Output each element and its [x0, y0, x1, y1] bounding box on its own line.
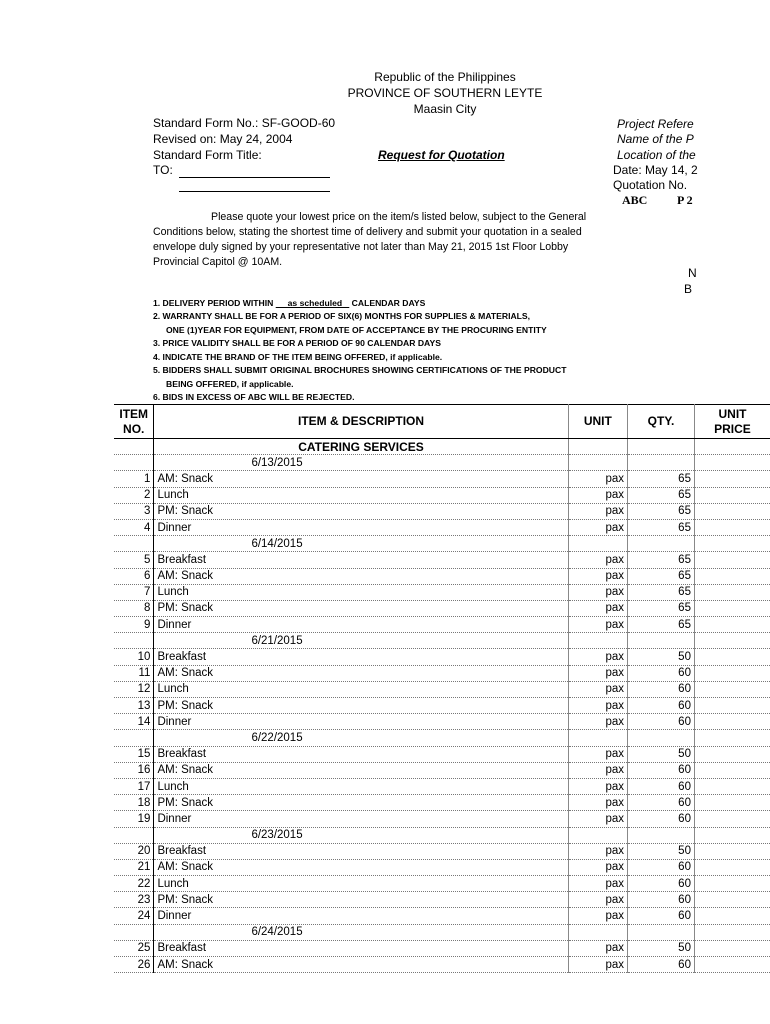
table-header-row: [114, 405, 770, 439]
unit-price-cell: [694, 730, 770, 746]
table-row: [114, 698, 770, 714]
item-no-cell: 12: [114, 681, 154, 697]
qty-cell: 60: [628, 811, 695, 827]
item-no-cell: 22: [114, 876, 154, 892]
item-no-cell: 18: [114, 795, 154, 811]
qty-cell: 65: [628, 471, 695, 487]
item-no-cell: [114, 455, 154, 471]
table-row: [114, 649, 770, 665]
unit-price-cell: [694, 600, 770, 616]
items-table: [114, 404, 770, 973]
condition-5-cont: BEING OFFERED, if applicable.: [166, 379, 294, 389]
table-row: [114, 859, 770, 875]
form-title-label: Standard Form Title:: [153, 148, 262, 162]
table-row: [114, 892, 770, 908]
instructions-paragraph: [153, 210, 598, 270]
unit-cell: pax: [568, 568, 627, 584]
header-republic: Republic of the Philippines: [374, 70, 516, 84]
qty-cell: 50: [628, 940, 695, 956]
qty-cell: 60: [628, 714, 695, 730]
unit-cell: pax: [568, 940, 627, 956]
description-cell: PM: Snack: [154, 795, 568, 811]
description-cell: PM: Snack: [154, 600, 568, 616]
description-cell: 6/22/2015: [154, 730, 568, 746]
unit-price-cell: [694, 940, 770, 956]
condition-6: 6. BIDS IN EXCESS OF ABC WILL BE REJECTED.: [153, 392, 355, 402]
item-no-cell: 17: [114, 778, 154, 794]
table-row: [114, 519, 770, 535]
unit-price-cell: [694, 892, 770, 908]
item-no-cell: 10: [114, 649, 154, 665]
description-cell: Lunch: [154, 681, 568, 697]
unit-cell: pax: [568, 795, 627, 811]
description-cell: 6/14/2015: [154, 536, 568, 552]
item-no-cell: [114, 633, 154, 649]
description-cell: 6/24/2015: [154, 924, 568, 940]
description-cell: Breakfast: [154, 552, 568, 568]
description-cell: CATERING SERVICES: [154, 439, 568, 455]
unit-price-cell: [694, 471, 770, 487]
qty-cell: 60: [628, 908, 695, 924]
description-cell: 6/21/2015: [154, 633, 568, 649]
unit-cell: [568, 536, 627, 552]
item-no-cell: 19: [114, 811, 154, 827]
qty-cell: 60: [628, 762, 695, 778]
item-no-cell: 2: [114, 487, 154, 503]
header-item-no: ITEM NO.: [114, 405, 154, 439]
item-no-cell: 9: [114, 617, 154, 633]
unit-cell: pax: [568, 519, 627, 535]
table-row: [114, 503, 770, 519]
unit-price-cell: [694, 924, 770, 940]
unit-cell: pax: [568, 811, 627, 827]
description-cell: Lunch: [154, 584, 568, 600]
qty-cell: 65: [628, 552, 695, 568]
description-cell: AM: Snack: [154, 471, 568, 487]
unit-cell: pax: [568, 714, 627, 730]
unit-cell: pax: [568, 617, 627, 633]
qty-cell: 65: [628, 519, 695, 535]
description-cell: 6/23/2015: [154, 827, 568, 843]
qty-cell: 60: [628, 795, 695, 811]
table-row: [114, 681, 770, 697]
condition-5: 5. BIDDERS SHALL SUBMIT ORIGINAL BROCHURES SHOWING CERTIFICATIONS OF THE PRODUCT: [153, 365, 567, 375]
description-cell: Dinner: [154, 714, 568, 730]
instructions-first-line: Please quote your lowest price on the item/s listed below, subject to the General: [211, 211, 587, 223]
description-cell: Breakfast: [154, 649, 568, 665]
unit-price-cell: [694, 698, 770, 714]
item-no-cell: 20: [114, 843, 154, 859]
item-no-cell: 16: [114, 762, 154, 778]
qty-cell: 65: [628, 600, 695, 616]
table-row: [114, 957, 770, 973]
table-row: [114, 487, 770, 503]
item-no-cell: [114, 827, 154, 843]
unit-price-cell: [694, 827, 770, 843]
unit-cell: pax: [568, 859, 627, 875]
unit-price-cell: [694, 859, 770, 875]
qty-cell: [628, 633, 695, 649]
description-cell: PM: Snack: [154, 698, 568, 714]
to-line-2: [179, 191, 330, 192]
qty-cell: 60: [628, 859, 695, 875]
section-row: [114, 439, 770, 455]
to-line-1: [179, 177, 330, 178]
unit-cell: pax: [568, 908, 627, 924]
unit-price-cell: [694, 649, 770, 665]
item-no-cell: 15: [114, 746, 154, 762]
item-no-cell: 5: [114, 552, 154, 568]
item-no-cell: 7: [114, 584, 154, 600]
item-no-cell: 4: [114, 519, 154, 535]
unit-cell: pax: [568, 892, 627, 908]
item-no-cell: 1: [114, 471, 154, 487]
condition-1-value: as scheduled: [275, 298, 350, 308]
quotation-number: Quotation No.: [613, 178, 688, 192]
unit-cell: pax: [568, 471, 627, 487]
abc-label: ABC: [622, 193, 648, 207]
table-row: [114, 843, 770, 859]
description-cell: Dinner: [154, 519, 568, 535]
condition-3: 3. PRICE VALIDITY SHALL BE FOR A PERIOD OF 90 CALENDAR DAYS: [153, 338, 441, 348]
unit-price-cell: [694, 568, 770, 584]
description-cell: AM: Snack: [154, 762, 568, 778]
table-row: [114, 617, 770, 633]
header-description: ITEM & DESCRIPTION: [154, 405, 568, 439]
date-row: [114, 633, 770, 649]
qty-cell: [628, 536, 695, 552]
to-label: TO:: [153, 163, 173, 177]
description-cell: AM: Snack: [154, 568, 568, 584]
description-cell: Breakfast: [154, 746, 568, 762]
qty-cell: 60: [628, 876, 695, 892]
unit-cell: pax: [568, 665, 627, 681]
condition-1: [153, 297, 425, 309]
table-row: [114, 778, 770, 794]
description-cell: Lunch: [154, 487, 568, 503]
unit-price-cell: [694, 665, 770, 681]
side-letter-n: N: [688, 266, 697, 280]
condition-1-suffix: CALENDAR DAYS: [349, 298, 426, 308]
qty-cell: [628, 924, 695, 940]
header-unit: UNIT: [568, 405, 627, 439]
description-cell: Dinner: [154, 908, 568, 924]
form-title-value: Request for Quotation: [378, 148, 505, 162]
qty-cell: 50: [628, 843, 695, 859]
qty-cell: 65: [628, 487, 695, 503]
table-row: [114, 762, 770, 778]
unit-price-cell: [694, 762, 770, 778]
condition-2-cont: ONE (1)YEAR FOR EQUIPMENT, FROM DATE OF ACCEPTANCE BY THE PROCURING ENTITY: [166, 325, 547, 335]
unit-cell: pax: [568, 584, 627, 600]
unit-cell: pax: [568, 843, 627, 859]
description-cell: 6/13/2015: [154, 455, 568, 471]
header-unit-price: UNIT PRICE: [694, 405, 770, 439]
quotation-date: Date: May 14, 2: [613, 163, 698, 177]
unit-price-cell: [694, 455, 770, 471]
description-cell: PM: Snack: [154, 892, 568, 908]
item-no-cell: 8: [114, 600, 154, 616]
header-qty: QTY.: [628, 405, 695, 439]
qty-cell: [628, 827, 695, 843]
unit-cell: pax: [568, 600, 627, 616]
unit-cell: [568, 633, 627, 649]
unit-cell: [568, 730, 627, 746]
qty-cell: 60: [628, 957, 695, 973]
date-row: [114, 827, 770, 843]
description-cell: Lunch: [154, 778, 568, 794]
item-no-cell: [114, 924, 154, 940]
instructions-rest: Conditions below, stating the shortest time of delivery and submit your quotation in a sealed envelope duly signed by your representative not later than May 21, 2015 1st Floor Lobby Provincial Capitol @ 10AM.: [153, 226, 582, 268]
item-no-cell: 3: [114, 503, 154, 519]
table-row: [114, 665, 770, 681]
item-no-cell: 26: [114, 957, 154, 973]
unit-price-cell: [694, 552, 770, 568]
unit-cell: pax: [568, 778, 627, 794]
qty-cell: 65: [628, 503, 695, 519]
unit-cell: pax: [568, 681, 627, 697]
description-cell: Dinner: [154, 811, 568, 827]
unit-cell: [568, 924, 627, 940]
unit-price-cell: [694, 681, 770, 697]
date-row: [114, 730, 770, 746]
unit-price-cell: [694, 908, 770, 924]
description-cell: AM: Snack: [154, 665, 568, 681]
header-city: Maasin City: [413, 102, 477, 116]
item-no-cell: 23: [114, 892, 154, 908]
description-cell: Dinner: [154, 617, 568, 633]
unit-price-cell: [694, 811, 770, 827]
header-province: PROVINCE OF SOUTHERN LEYTE: [347, 86, 543, 100]
unit-cell: pax: [568, 762, 627, 778]
item-no-cell: 21: [114, 859, 154, 875]
table-row: [114, 811, 770, 827]
qty-cell: [628, 455, 695, 471]
qty-cell: 60: [628, 778, 695, 794]
unit-price-cell: [694, 439, 770, 455]
table-row: [114, 471, 770, 487]
form-number: Standard Form No.: SF-GOOD-60: [153, 116, 336, 130]
description-cell: PM: Snack: [154, 503, 568, 519]
description-cell: AM: Snack: [154, 957, 568, 973]
unit-cell: pax: [568, 503, 627, 519]
unit-cell: pax: [568, 487, 627, 503]
side-letter-b: B: [684, 282, 693, 296]
qty-cell: 50: [628, 649, 695, 665]
qty-cell: 65: [628, 584, 695, 600]
table-row: [114, 584, 770, 600]
condition-2: 2. WARRANTY SHALL BE FOR A PERIOD OF SIX(6) MONTHS FOR SUPPLIES & MATERIALS,: [153, 311, 531, 321]
unit-price-cell: [694, 714, 770, 730]
form-revised: Revised on: May 24, 2004: [153, 132, 293, 146]
item-no-cell: 24: [114, 908, 154, 924]
table-row: [114, 908, 770, 924]
qty-cell: 50: [628, 746, 695, 762]
item-no-cell: 13: [114, 698, 154, 714]
unit-price-cell: [694, 503, 770, 519]
table-row: [114, 600, 770, 616]
unit-price-cell: [694, 795, 770, 811]
unit-cell: pax: [568, 698, 627, 714]
unit-price-cell: [694, 487, 770, 503]
item-no-cell: [114, 536, 154, 552]
table-row: [114, 940, 770, 956]
qty-cell: 65: [628, 617, 695, 633]
item-no-cell: 14: [114, 714, 154, 730]
unit-price-cell: [694, 746, 770, 762]
unit-cell: pax: [568, 552, 627, 568]
item-no-cell: 25: [114, 940, 154, 956]
qty-cell: 60: [628, 892, 695, 908]
table-row: [114, 714, 770, 730]
qty-cell: 65: [628, 568, 695, 584]
condition-4: 4. INDICATE THE BRAND OF THE ITEM BEING OFFERED, if applicable.: [153, 352, 443, 362]
project-name: Name of the P: [617, 132, 694, 146]
item-no-cell: 11: [114, 665, 154, 681]
condition-1-prefix: 1. DELIVERY PERIOD WITHIN: [153, 298, 276, 308]
date-row: [114, 455, 770, 471]
table-row: [114, 568, 770, 584]
qty-cell: 60: [628, 681, 695, 697]
unit-price-cell: [694, 876, 770, 892]
unit-price-cell: [694, 633, 770, 649]
description-cell: Breakfast: [154, 940, 568, 956]
table-row: [114, 746, 770, 762]
description-cell: Lunch: [154, 876, 568, 892]
unit-price-cell: [694, 843, 770, 859]
unit-price-cell: [694, 519, 770, 535]
project-reference: Project Refere: [617, 117, 694, 131]
date-row: [114, 924, 770, 940]
abc-value: P 2: [677, 193, 693, 207]
qty-cell: 60: [628, 665, 695, 681]
item-no-cell: [114, 730, 154, 746]
unit-cell: pax: [568, 649, 627, 665]
unit-price-cell: [694, 778, 770, 794]
unit-cell: pax: [568, 957, 627, 973]
unit-cell: [568, 827, 627, 843]
description-cell: Breakfast: [154, 843, 568, 859]
unit-cell: [568, 439, 627, 455]
unit-price-cell: [694, 584, 770, 600]
unit-cell: pax: [568, 876, 627, 892]
unit-price-cell: [694, 536, 770, 552]
qty-cell: [628, 730, 695, 746]
qty-cell: [628, 439, 695, 455]
table-row: [114, 876, 770, 892]
table-row: [114, 795, 770, 811]
table-row: [114, 552, 770, 568]
item-no-cell: 6: [114, 568, 154, 584]
unit-price-cell: [694, 617, 770, 633]
unit-price-cell: [694, 957, 770, 973]
unit-cell: pax: [568, 746, 627, 762]
qty-cell: 60: [628, 698, 695, 714]
item-no-cell: [114, 439, 154, 455]
project-location: Location of the: [617, 148, 696, 162]
date-row: [114, 536, 770, 552]
description-cell: AM: Snack: [154, 859, 568, 875]
unit-cell: [568, 455, 627, 471]
